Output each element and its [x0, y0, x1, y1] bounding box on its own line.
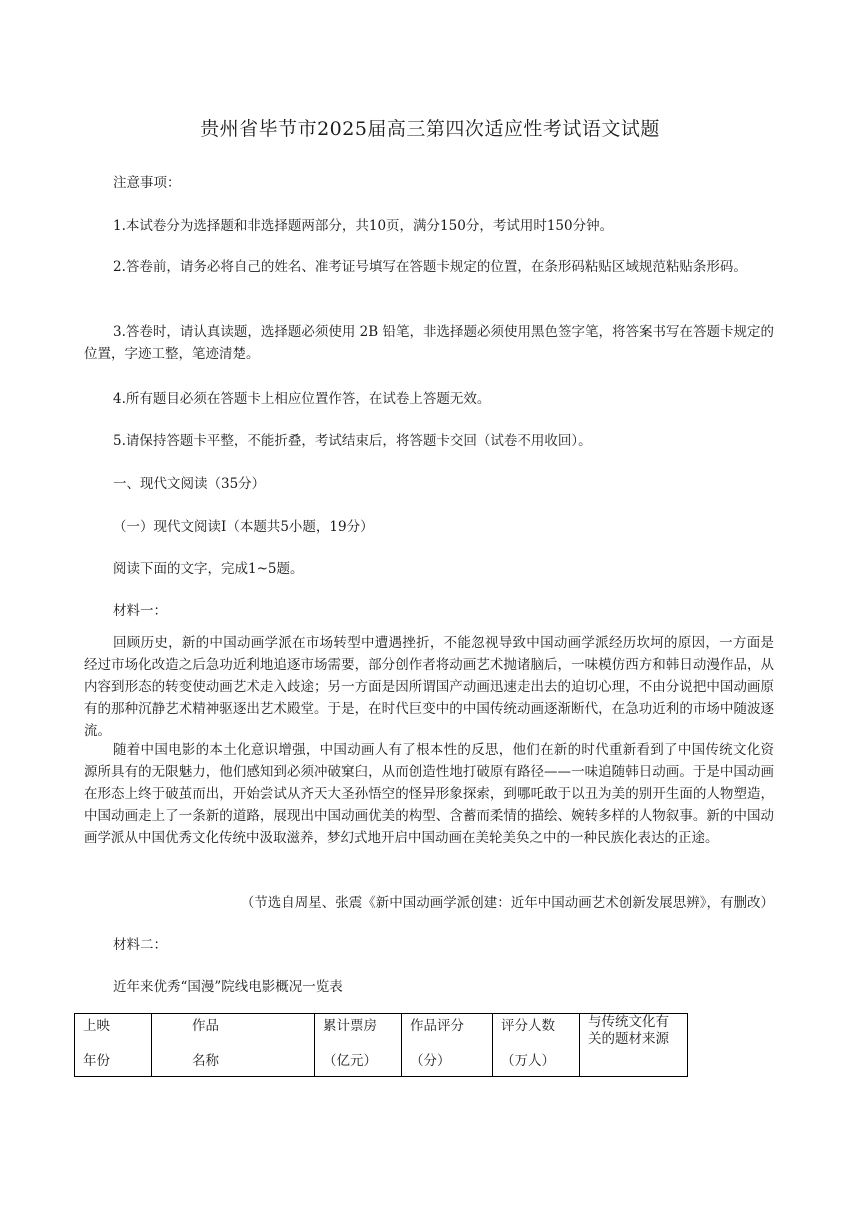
- notice-item: 2.答卷前，请务必将自己的姓名、准考证号填写在答题卡规定的位置，在条形码粘贴区域规范粘贴条形码。: [113, 259, 747, 275]
- header-cell-text: 评分人数: [501, 1018, 555, 1034]
- header-cell-score: [402, 1014, 493, 1077]
- material-paragraph: 回顾历史，新的中国动画学派在市场转型中遭遇挫折，不能忽视导致中国动画学派经历坎坷的原因，一方面是经过市场化改造之后急功近利地追逐市场需要，部分创作者将动画艺术抛诸脑后，一味模仿西方和韩日动漫作品，从内容到形态的转变使动画艺术走入歧途；另一方面是因所谓国产动画迅速走出去的迫切心理，不由分说把中国动画原有的那种沉静艺术精神驱逐出艺术殿堂。于是，在时代巨变中的中国传统动画逐渐断代，在急功近利的市场中随波逐流。: [84, 635, 774, 739]
- subsection-heading: （一）现代文阅读Ⅰ（本题共5小题，19分）: [113, 519, 374, 535]
- section-heading: 一、现代文阅读（35分）: [113, 476, 266, 492]
- notice-item: 4.所有题目必须在答题卡上相应位置作答，在试卷上答题无效。: [113, 391, 491, 407]
- header-cell-box-office: [315, 1014, 402, 1077]
- notice-item: 3.答卷时，请认真读题，选择题必须使用 2B 铅笔，非选择题必须使用黑色签字笔，将答案书写在答题卡规定的位置，字迹工整，笔迹清楚。: [84, 324, 774, 362]
- header-cell-year: [75, 1014, 152, 1077]
- material-paragraph: 随着中国电影的本土化意识增强，中国动画人有了根本性的反思，他们在新的时代重新看到了中国传统文化资源所具有的无限魅力，他们感知到必须冲破窠臼，从而创造性地打破原有路径——一味追随韩日动画。于是中国动画在形态上终于破茧而出，开始尝试从齐天大圣孙悟空的怪异形象探索，到哪吒敢于以丑为美的别开生面的人物塑造，中国动画走上了一条新的道路，展现出中国动画优美的构型、含蓄而柔情的描绘、婉转多样的人物叙事。新的中国动画学派从中国优秀文化传统中汲取滋养，梦幻式地开启中国动画在美轮美奂之中的一种民族化表达的正途。: [84, 742, 774, 846]
- header-cell-source: [580, 1014, 688, 1077]
- header-cell-text: （亿元）: [323, 1053, 377, 1069]
- header-cell-text: 作品评分: [410, 1018, 464, 1034]
- header-cell-text: 上映: [83, 1018, 110, 1034]
- material-label: 材料二：: [113, 937, 167, 953]
- table-header-row: [75, 1014, 688, 1077]
- films-table: [74, 1013, 688, 1077]
- material-source: （节选自周星、张震《新中国动画学派创建：近年中国动画艺术创新发展思辨》，有删改）: [240, 895, 774, 911]
- header-cell-text: 与传统文化有关的题材来源: [588, 1014, 669, 1047]
- header-cell-text: （万人）: [501, 1053, 555, 1069]
- header-cell-name: [152, 1014, 315, 1077]
- page-title: 贵州省毕节市2025届高三第四次适应性考试语文试题: [200, 118, 660, 140]
- table-caption: 近年来优秀“国漫”院线电影概况一览表: [113, 979, 343, 995]
- notice-item: 5.请保持答题卡平整，不能折叠，考试结束后，将答题卡交回（试卷不用收回）。: [113, 433, 592, 449]
- reading-instruction: 阅读下面的文字，完成1~5题。: [113, 561, 304, 577]
- header-cell-raters: [493, 1014, 580, 1077]
- header-cell-text: （分）: [410, 1053, 451, 1069]
- header-cell-text: 作品: [192, 1018, 219, 1034]
- header-cell-text: 累计票房: [323, 1018, 377, 1034]
- notice-item: 1.本试卷分为选择题和非选择题两部分，共10页，满分150分，考试用时150分钟。: [113, 218, 614, 234]
- header-cell-text: 年份: [83, 1053, 110, 1069]
- notice-heading: 注意事项：: [113, 175, 181, 191]
- header-cell-text: 名称: [192, 1053, 219, 1069]
- material-label: 材料一：: [113, 603, 167, 619]
